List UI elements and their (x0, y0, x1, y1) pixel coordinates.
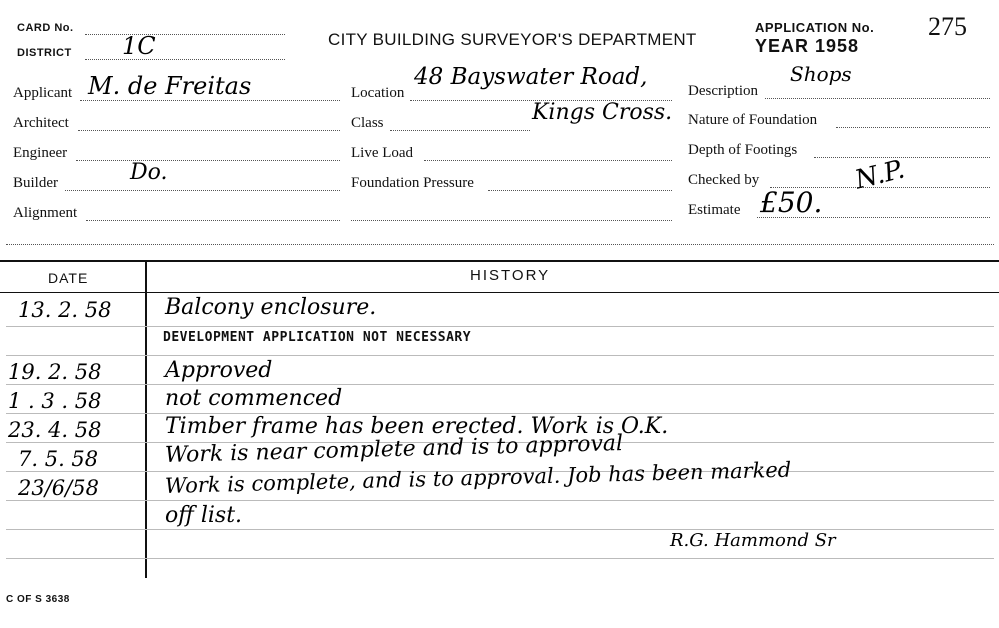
row-history-stamp: DEVELOPMENT APPLICATION NOT NECESSARY (163, 330, 472, 345)
location-value-line2: Kings Cross. (532, 100, 673, 125)
table-top-rule (0, 260, 999, 262)
description-label: Description (688, 83, 758, 99)
applicant-value: M. de Freitas (88, 72, 252, 100)
live-load-label: Live Load (351, 145, 414, 161)
row-date: 23. 4. 58 (8, 418, 102, 442)
applicant-label: Applicant (13, 85, 73, 101)
foundation-pressure-line (488, 190, 672, 191)
engineer-line (76, 160, 340, 161)
row-rule (6, 529, 994, 530)
table-column-divider (145, 260, 147, 578)
row-rule (6, 326, 994, 327)
row-date: 23/6/58 (18, 476, 99, 500)
builder-value: Do. (130, 160, 168, 185)
depth-of-footings-line (814, 157, 990, 158)
row-history: off list. (165, 503, 243, 528)
application-no-label: APPLICATION No. (755, 20, 875, 35)
checked-by-value: N.P. (852, 154, 908, 196)
nature-of-foundation-label: Nature of Foundation (688, 112, 818, 128)
row-rule (6, 355, 994, 356)
district-label: DISTRICT (17, 47, 72, 59)
architect-line (78, 130, 340, 131)
applicant-line (80, 100, 340, 101)
row-history: Approved (165, 358, 273, 383)
row-rule (6, 500, 994, 501)
builder-line (65, 190, 340, 191)
row-history: not commenced (165, 386, 343, 411)
class-label: Class (351, 115, 384, 131)
row-rule (6, 558, 994, 559)
foundation-pressure-label: Foundation Pressure (351, 175, 474, 191)
card-no-label: CARD No. (17, 22, 74, 34)
description-line (765, 98, 990, 99)
checked-by-label: Checked by (688, 172, 760, 188)
alignment-line (86, 220, 340, 221)
district-line (85, 59, 285, 60)
engineer-label: Engineer (13, 145, 68, 161)
col2-blank-line (351, 220, 672, 221)
class-line (390, 130, 530, 131)
row-history: Work is near complete and is to approval (164, 431, 624, 468)
architect-label: Architect (13, 115, 69, 131)
application-no-value: 275 (928, 12, 967, 41)
row-history: Timber frame has been erected. Work is O.K. (165, 414, 669, 439)
signature: R.G. Hammond Sr (670, 530, 836, 551)
row-date: 19. 2. 58 (8, 360, 102, 384)
estimate-value: £50. (760, 186, 823, 219)
nature-of-foundation-line (836, 127, 990, 128)
district-value: 1C (122, 32, 156, 60)
alignment-label: Alignment (13, 205, 78, 221)
row-history: Work is complete, and is to approval. Job has been marked (164, 457, 792, 498)
row-history: Balcony enclosure. (165, 295, 377, 320)
location-value: 48 Bayswater Road, (414, 64, 648, 90)
card-no-line (85, 34, 285, 35)
fields-bottom-dotted (6, 244, 994, 245)
live-load-line (424, 160, 672, 161)
depth-of-footings-label: Depth of Footings (688, 142, 798, 158)
row-date: 7. 5. 58 (18, 447, 99, 471)
description-value: Shops (790, 62, 852, 86)
date-header: DATE (48, 270, 89, 286)
form-code: C OF S 3638 (6, 594, 70, 605)
estimate-label: Estimate (688, 202, 741, 218)
row-date: 13. 2. 58 (18, 298, 112, 322)
table-header-rule (0, 292, 999, 293)
builder-label: Builder (13, 175, 58, 191)
year-label: YEAR 1958 (755, 36, 860, 56)
location-label: Location (351, 85, 405, 101)
history-header: HISTORY (470, 267, 551, 284)
department-title: CITY BUILDING SURVEYOR'S DEPARTMENT (328, 30, 697, 49)
row-rule (6, 384, 994, 385)
row-date: 1 . 3 . 58 (8, 389, 102, 413)
